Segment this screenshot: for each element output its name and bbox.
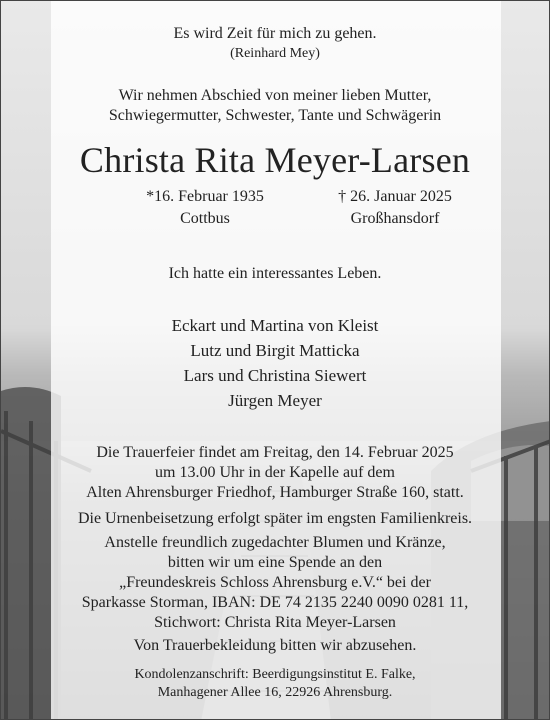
life-dates [50,186,500,230]
farewell-line-1: Wir nehmen Abschied von meiner lieben Mutter, [118,87,432,104]
dress-note: Von Trauerbekleidung bitten wir abzusehen. [133,637,417,654]
mourner-4: Jürgen Meyer [228,391,322,410]
farewell-line-2: Schwiegermutter, Schwester, Tante und Schwägerin [108,107,442,124]
donation-line-1: Anstelle freundlich zugedachter Blumen und Kränze, [104,534,446,551]
ceremony-line-3: Alten Ahrensburger Friedhof, Hamburger Straße 160, statt. [86,484,464,501]
birth-block [120,186,290,230]
death-place: Großhansdorf [350,210,440,227]
death-date: † 26. Januar 2025 [338,188,452,205]
ceremony-line-2: um 13.00 Uhr in der Kapelle auf dem [155,464,395,481]
mourner-1: Eckart und Martina von Kleist [171,316,379,335]
deceased-name: Christa Rita Meyer-Larsen [79,140,471,180]
donation-line-5: Stichwort: Christa Rita Meyer-Larsen [154,614,396,631]
condolence-line-2: Manhagener Allee 16, 22926 Ahrensburg. [157,685,393,700]
donation-line-2: bitten wir um eine Spende an den [167,554,383,571]
urn-burial: Die Urnenbeisetzung erfolgt später im engsten Familienkreis. [77,510,473,527]
death-block [295,186,495,230]
donation-line-3: „Freundeskreis Schloss Ahrensburg e.V.“ bei der [119,574,431,591]
birth-place: Cottbus [180,210,230,227]
mourner-3: Lars und Christina Siewert [183,366,367,385]
quote-line: Es wird Zeit für mich zu gehen. [173,25,377,42]
birth-date: *16. Februar 1935 [146,188,264,205]
condolence-line-1: Kondolenzanschrift: Beerdigungsinstitut E. Falke, [134,667,416,682]
donation-line-4: Sparkasse Storman, IBAN: DE 74 2135 2240 0090 0281 11, [81,594,469,611]
mourner-2: Lutz und Birgit Matticka [190,341,360,360]
ceremony-line-1: Die Trauerfeier findet am Freitag, den 14. Februar 2025 [96,444,454,461]
quote-author: (Reinhard Mey) [230,46,320,61]
motto: Ich hatte ein interessantes Leben. [168,265,382,282]
